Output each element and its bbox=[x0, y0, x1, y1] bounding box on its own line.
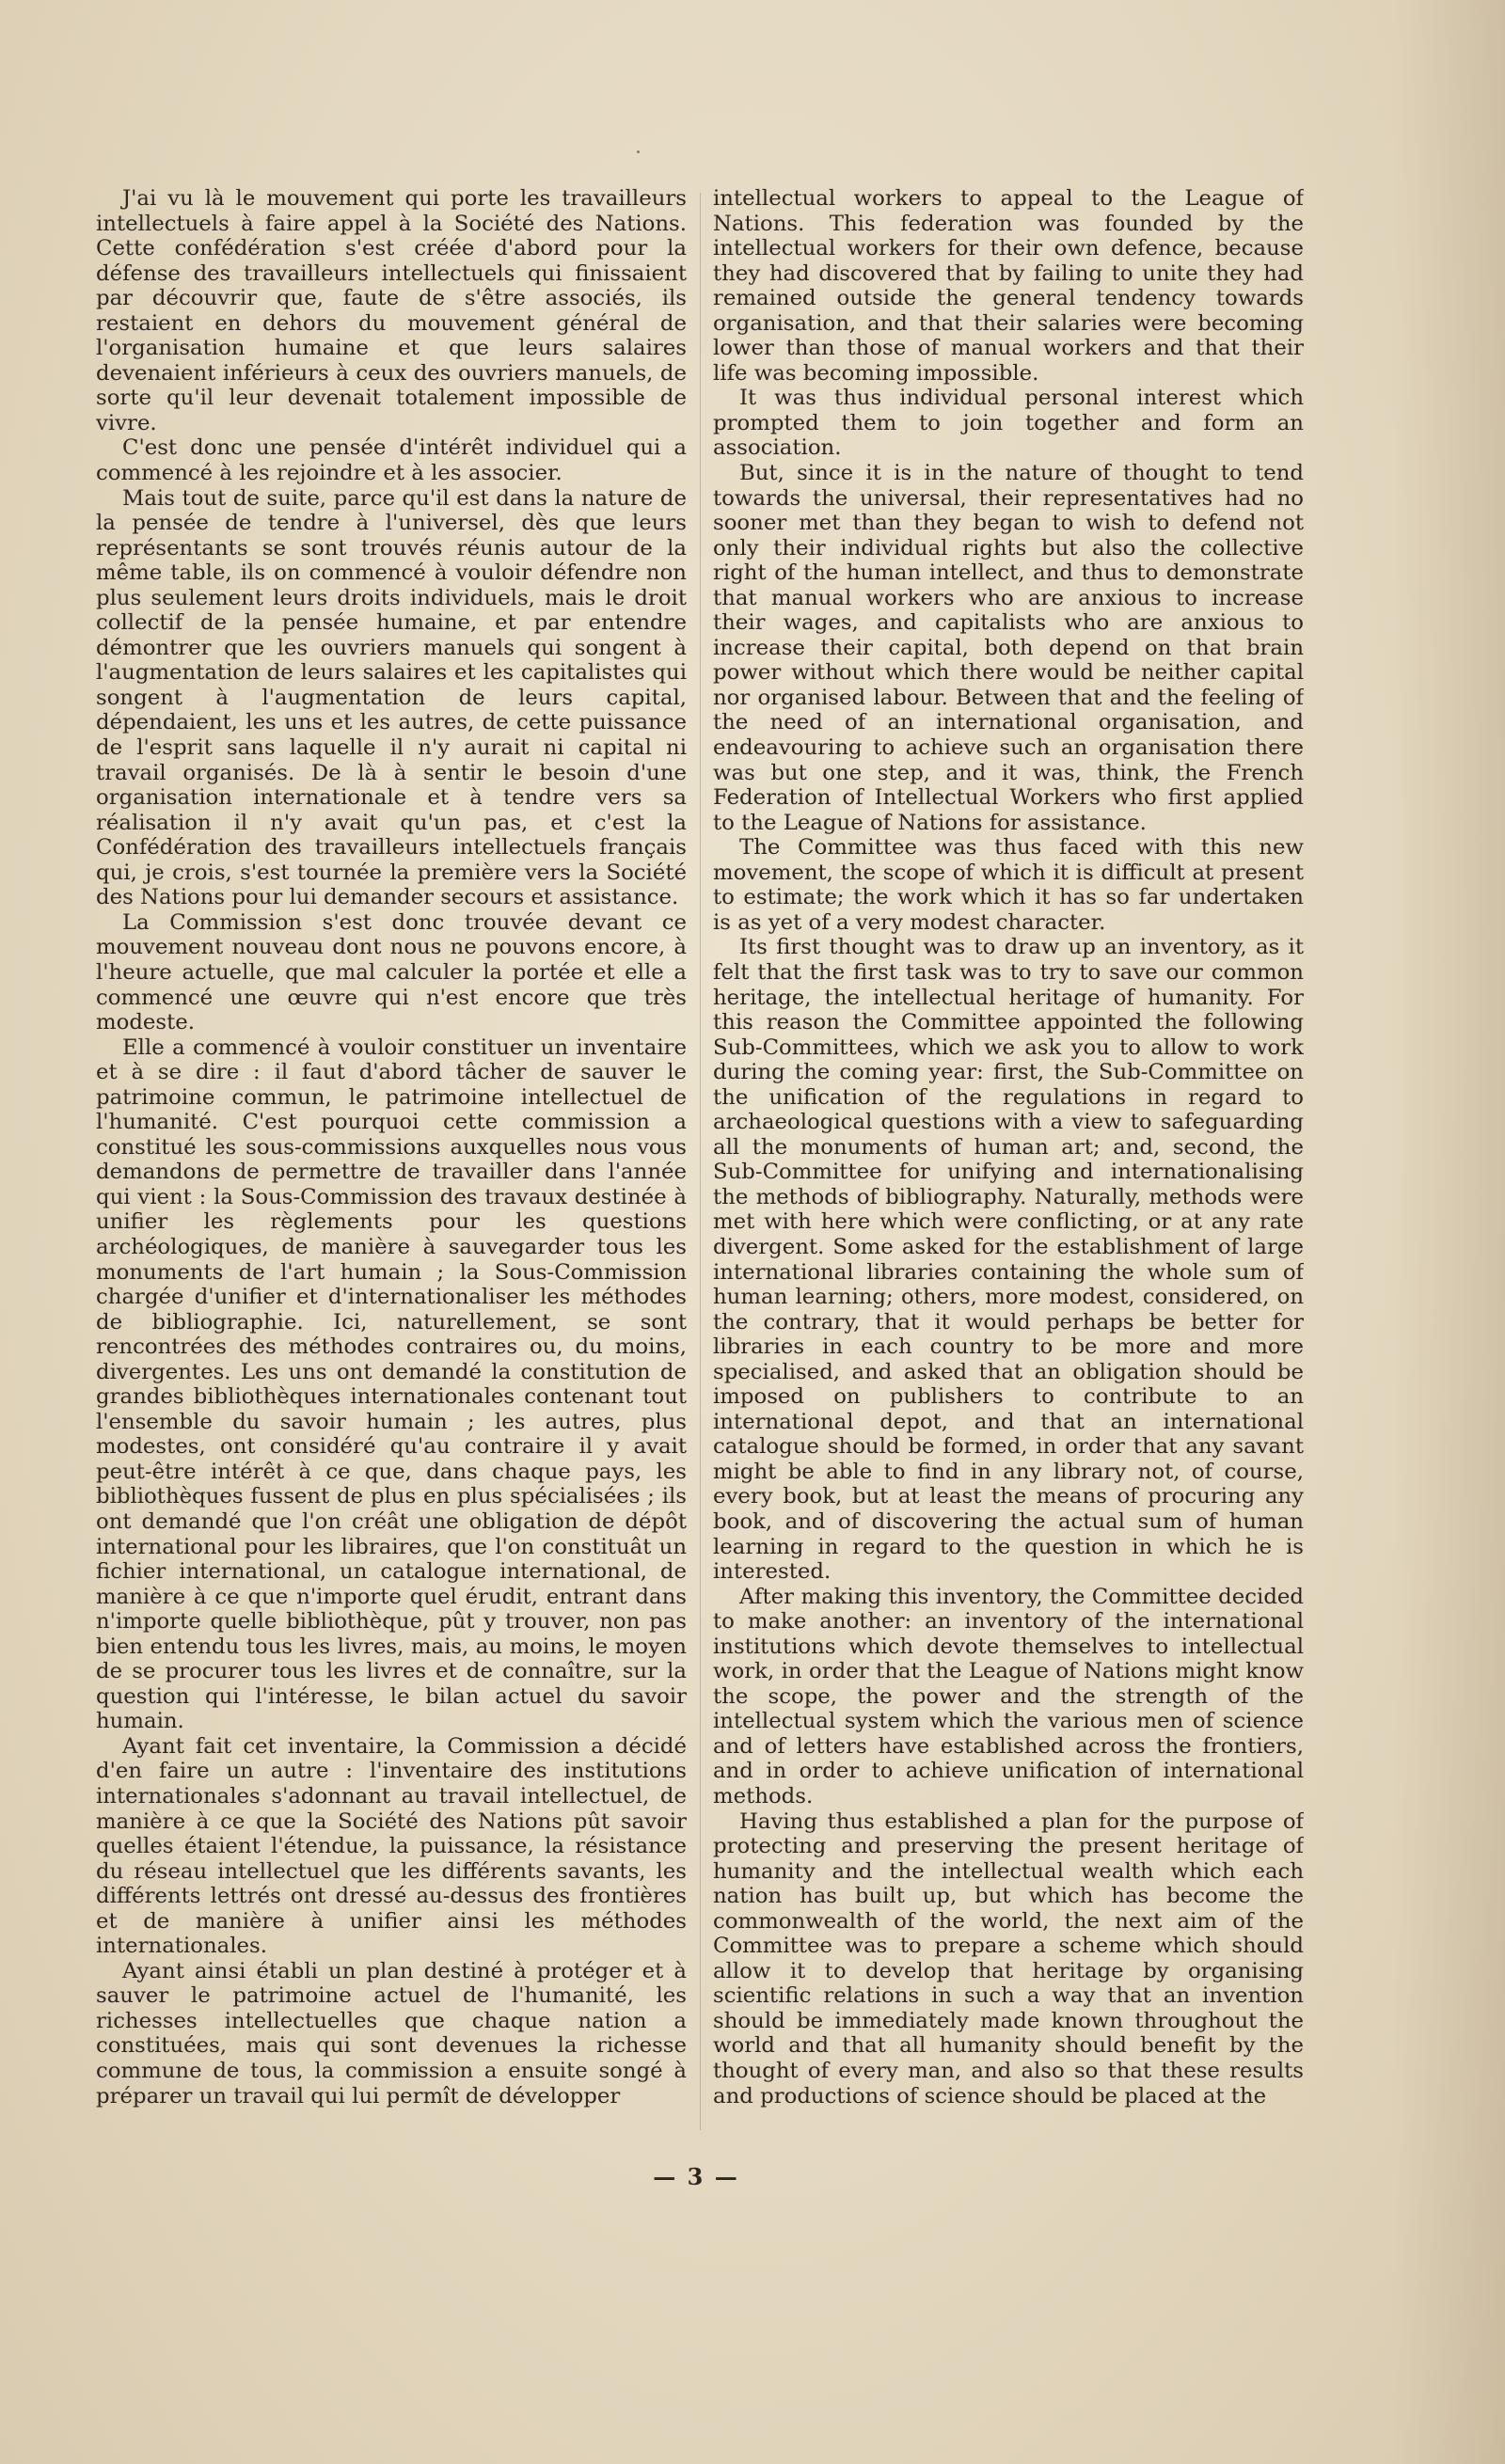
english-column bbox=[713, 186, 1304, 2142]
english-paragraph: But, since it is in the nature of thought to tend towards the universal, their representatives had no sooner met than they began to wish to defend not only their individual rights but also the collective right of the human intellect, and thus to demonstrate that manual workers who are anxious to increase their wages, and capitalists who are anxious to increase their capital, both depend on that brain power without which there would be neither capital nor organised labour. Between that and the feeling of the need of an international organisation, and endeavouring to achieve such an organisation there was but one step, and it was, think, the French Federation of Intellectual Workers who first applied to the League of Nations for assistance. bbox=[713, 461, 1304, 835]
french-paragraph: Ayant fait cet inventaire, la Commission a décidé d'en faire un autre : l'inventaire des institutions internationales s'adonnant au travail intellectuel, de manière à ce que la Société des Nations pût savoir quelles étaient l'étendue, la puissance, la résistance du réseau intellectuel que les différents savants, les différents lettrés ont dressé au-dessus des frontières et de manière à unifier ainsi les méthodes internationales. bbox=[96, 1733, 687, 1959]
paper-speck bbox=[637, 150, 640, 153]
french-paragraph: Ayant ainsi établi un plan destiné à protéger et à sauver le patrimoine actuel de l'humanité, les richesses intellectuelles que chaque nation a constituées, mais qui sont devenues la richesse commune de tous, la commission a ensuite songé à préparer un travail qui lui permît de développer bbox=[96, 1958, 687, 2109]
english-paragraph: After making this inventory, the Committee decided to make another: an inventory of the international institutions which devote themselves to intellectual work, in order that the League of Nations might know the scope, the power and the strength of the intellectual system which the various men of science and of letters have established across the frontiers, and in order to achieve unification of international methods. bbox=[713, 1584, 1304, 1809]
column-divider bbox=[700, 193, 701, 2130]
french-paragraph: C'est donc une pensée d'intérêt individuel qui a commencé à les rejoindre et à les associer. bbox=[96, 435, 687, 486]
english-paragraph: Having thus established a plan for the purpose of protecting and preserving the present heritage of humanity and the intellectual wealth which each nation has built up, but which has become the commonwealth of the world, the next aim of the Committee was to prepare a scheme which should allow it to develop that heritage by organising scientific relations in such a way that an invention should be immediately made known throughout the world and that all humanity should benefit by the thought of every man, and also so that these results and productions of science should be placed at the bbox=[713, 1809, 1304, 2109]
english-paragraph: intellectual workers to appeal to the League of Nations. This federation was founded by the intellectual workers for their own defence, because they had discovered that by failing to unite they had remained outside the general tendency towards organisation, and that their salaries were becoming lower than those of manual workers and that their life was becoming impossible. bbox=[713, 186, 1304, 386]
english-paragraph: Its first thought was to draw up an inventory, as it felt that the first task was to try to save our common heritage, the intellectual heritage of humanity. For this reason the Committee appointed the following Sub-Committees, which we ask you to allow to work during the coming year: first, the Sub-Committee on the unification of the regulations in regard to archaeological questions with a view to safeguarding all the monuments of human art; and, second, the Sub-Committee for unifying and internationalising the methods of bibliography. Naturally, methods were met with here which were conflicting, or at any rate divergent. Some asked for the establishment of large international libraries containing the whole sum of human learning; others, more modest, considered, on the contrary, that it would perhaps be better for libraries in each country to be more and more specialised, and asked that an obligation should be imposed on publishers to contribute to an international depot, and that an international catalogue should be formed, in order that any savant might be able to find in any library not, of course, every book, but at least the means of procuring any book, and of discovering the actual sum of human learning in regard to the question in which he is interested. bbox=[713, 935, 1304, 1585]
paper-edge-stain bbox=[1392, 0, 1505, 2464]
french-paragraph: J'ai vu là le mouvement qui porte les travailleurs intellectuels à faire appel à la Société des Nations. Cette confédération s'est créée d'abord pour la défense des travailleurs intellectuels qui finissaient par découvrir que, faute de s'être associés, ils restaient en dehors du mouvement général de l'organisation humaine et que leurs salaires devenaient inférieurs à ceux des ouvriers manuels, de sorte qu'il leur devenait totalement impossible de vivre. bbox=[96, 186, 687, 435]
french-column bbox=[96, 186, 687, 2142]
page-number: — 3 — bbox=[653, 2163, 739, 2190]
french-paragraph: La Commission s'est donc trouvée devant ce mouvement nouveau dont nous ne pouvons encore, à l'heure actuelle, que mal calculer la portée et elle a commencé une œuvre qui n'est encore que très modeste. bbox=[96, 909, 687, 1035]
french-paragraph: Elle a commencé à vouloir constituer un inventaire et à se dire : il faut d'abord tâcher de sauver le patrimoine commun, le patrimoine intellectuel de l'humanité. C'est pourquoi cette commission a constitué les sous-commissions auxquelles nous vous demandons de permettre de travailler dans l'année qui vient : la Sous-Commission des travaux destinée à unifier les règlements pour les questions archéologiques, de manière à sauvegarder tous les monuments de l'art humain ; la Sous-Commission chargée d'unifier et d'internationaliser les méthodes de bibliographie. Ici, naturellement, se sont rencontrées des méthodes contraires ou, du moins, divergentes. Les uns ont demandé la constitution de grandes bibliothèques internationales contenant tout l'ensemble du savoir humain ; les autres, plus modestes, ont considéré qu'au contraire il y avait peut-être intérêt à ce que, dans chaque pays, les bibliothèques fussent de plus en plus spécialisées ; ils ont demandé que l'on créât une obligation de dépôt international pour les libraires, que l'on constituât un fichier international, un catalogue international, de manière à ce que n'importe quel érudit, entrant dans n'importe quelle bibliothèque, pût y trouver, non pas bien entendu tous les livres, mais, au moins, le moyen de se procurer tous les livres et de connaître, sur la question qui l'intéresse, le bilan actuel du savoir humain. bbox=[96, 1035, 687, 1734]
english-paragraph: It was thus individual personal interest which prompted them to join together and form an association. bbox=[713, 386, 1304, 461]
french-paragraph: Mais tout de suite, parce qu'il est dans la nature de la pensée de tendre à l'universel, dès que leurs représentants se sont trouvés réunis autour de la même table, ils on commencé à vouloir défendre non plus seulement leurs droits individuels, mais le droit collectif de la pensée humaine, et par entendre démontrer que les ouvriers manuels qui songent à l'augmentation de leurs salaires et les capitalistes qui songent à l'augmentation de leurs capital, dépendaient, les uns et les autres, de cette puissance de l'esprit sans laquelle il n'y aurait ni capital ni travail organisés. De là à sentir le besoin d'une organisation internationale et à tendre vers sa réalisation il n'y avait qu'un pas, et c'est la Confédération des travailleurs intellectuels français qui, je crois, s'est tournée la première vers la Société des Nations pour lui demander secours et assistance. bbox=[96, 485, 687, 910]
english-paragraph: The Committee was thus faced with this new movement, the scope of which it is difficult at present to estimate; the work which it has so far undertaken is as yet of a very modest character. bbox=[713, 835, 1304, 935]
